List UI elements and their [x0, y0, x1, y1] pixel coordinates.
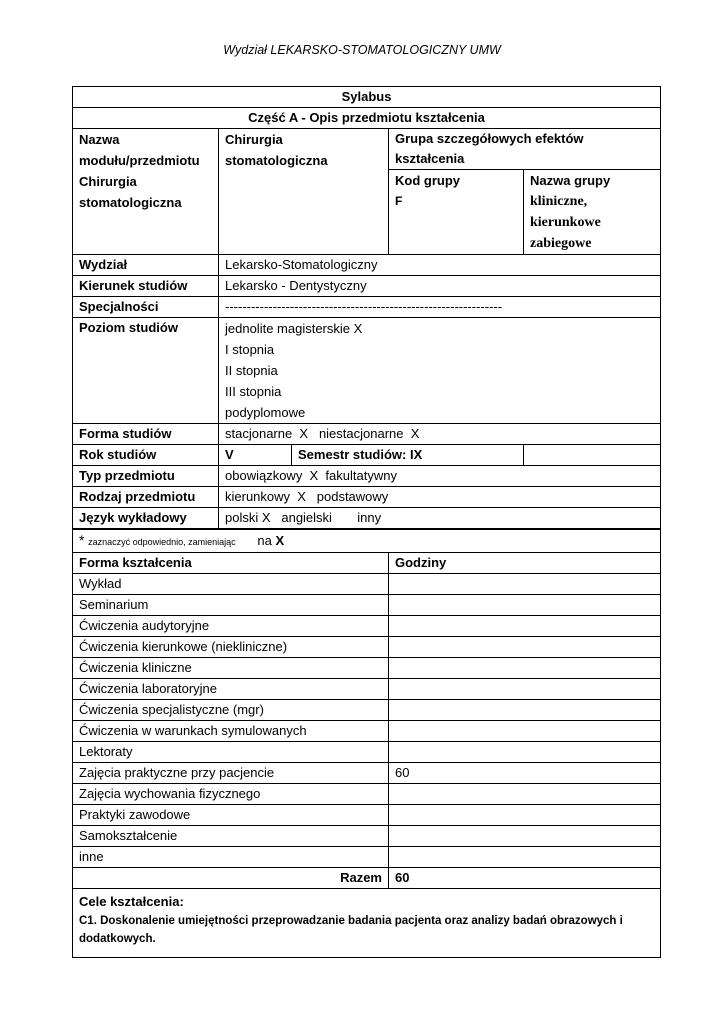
form-hours [389, 805, 661, 826]
form-hours [389, 658, 661, 679]
note-suffix: na [257, 533, 272, 548]
form-hours [389, 847, 661, 868]
study-level-values: jednolite magisterskie X I stopnia II stopnia III stopnia podyplomowe [219, 318, 661, 424]
faculty-label: Wydział [73, 255, 219, 276]
specialties-label: Specjalności [73, 297, 219, 318]
form-hours [389, 595, 661, 616]
module-name-label: Nazwa modułu/przedmiotu Chirurgia stomatologiczna [73, 129, 219, 255]
part-a-subtitle: Część A - Opis przedmiotu kształcenia [73, 108, 661, 129]
note-text: zaznaczyć odpowiednio, zamieniając [88, 537, 236, 547]
table-row [73, 742, 661, 763]
semester-value: Semestr studiów: IX [292, 445, 524, 466]
marking-note [73, 530, 661, 553]
table-row [73, 679, 661, 700]
form-hours [389, 784, 661, 805]
form-name: Ćwiczenia kliniczne [73, 658, 389, 679]
group-name-cell: Nazwa grupy kliniczne, kierunkowe zabiegowe [524, 170, 661, 255]
form-name: Ćwiczenia specjalistyczne (mgr) [73, 700, 389, 721]
table-row [73, 721, 661, 742]
form-hours: 60 [389, 763, 661, 784]
table-row [73, 763, 661, 784]
study-level-label: Poziom studiów [73, 318, 219, 424]
table-row [73, 805, 661, 826]
course-type-value: obowiązkowy X fakultatywny [219, 466, 661, 487]
syllabus-title: Sylabus [73, 87, 661, 108]
form-hours [389, 679, 661, 700]
form-name: Zajęcia praktyczne przy pacjencie [73, 763, 389, 784]
table-row [73, 637, 661, 658]
table-row [73, 826, 661, 847]
course-kind-label: Rodzaj przedmiotu [73, 487, 219, 508]
form-name: Wykład [73, 574, 389, 595]
form-hours [389, 742, 661, 763]
form-name: Ćwiczenia audytoryjne [73, 616, 389, 637]
form-name: Seminarium [73, 595, 389, 616]
forms-header-hours: Godziny [389, 553, 661, 574]
total-label: Razem [73, 868, 389, 889]
note-star: * [79, 532, 85, 548]
language-value: polski X angielski inny [219, 508, 661, 529]
table-row [73, 700, 661, 721]
total-value: 60 [389, 868, 661, 889]
study-form-value: stacjonarne X niestacjonarne X [219, 424, 661, 445]
form-name: Ćwiczenia w warunkach symulowanych [73, 721, 389, 742]
semester-empty-cell [524, 445, 661, 466]
language-label: Język wykładowy [73, 508, 219, 529]
note-mark: X [275, 533, 285, 548]
group-code-cell: Kod grupy F [389, 170, 524, 255]
table-row [73, 616, 661, 637]
table-row [73, 595, 661, 616]
course-type-label: Typ przedmiotu [73, 466, 219, 487]
field-of-study-label: Kierunek studiów [73, 276, 219, 297]
table-row [73, 784, 661, 805]
table-row [73, 574, 661, 595]
teaching-forms-table [72, 529, 661, 958]
form-name: Lektoraty [73, 742, 389, 763]
form-name: Samokształcenie [73, 826, 389, 847]
form-hours [389, 637, 661, 658]
table-row [73, 658, 661, 679]
form-name: Ćwiczenia laboratoryjne [73, 679, 389, 700]
goals-cell [73, 889, 661, 958]
form-name: inne [73, 847, 389, 868]
field-of-study-value: Lekarsko - Dentystyczny [219, 276, 661, 297]
form-hours [389, 826, 661, 847]
table-row [73, 847, 661, 868]
syllabus-table-part-a [72, 86, 661, 529]
form-name: Zajęcia wychowania fizycznego [73, 784, 389, 805]
goals-label: Cele kształcenia: [79, 894, 184, 909]
form-hours [389, 700, 661, 721]
faculty-value: Lekarsko-Stomatologiczny [219, 255, 661, 276]
forms-header-label: Forma kształcenia [73, 553, 389, 574]
study-year-label: Rok studiów [73, 445, 219, 466]
form-hours [389, 721, 661, 742]
form-hours [389, 574, 661, 595]
course-kind-value: kierunkowy X podstawowy [219, 487, 661, 508]
page-header: Wydział LEKARSKO-STOMATOLOGICZNY UMW [223, 43, 501, 57]
goal-item: C1. Doskonalenie umiejętności przeprowadzanie badania pacjenta oraz analizy badań obrazowych i dodatkowych. [79, 915, 623, 945]
study-year-value: V [219, 445, 292, 466]
form-hours [389, 616, 661, 637]
form-name: Praktyki zawodowe [73, 805, 389, 826]
study-form-label: Forma studiów [73, 424, 219, 445]
form-name: Ćwiczenia kierunkowe (niekliniczne) [73, 637, 389, 658]
module-name-value: Chirurgia stomatologiczna [219, 129, 389, 255]
specialties-value: ---------------------------------------------------------------- [219, 297, 661, 318]
group-header: Grupa szczegółowych efektów kształcenia [389, 129, 661, 170]
